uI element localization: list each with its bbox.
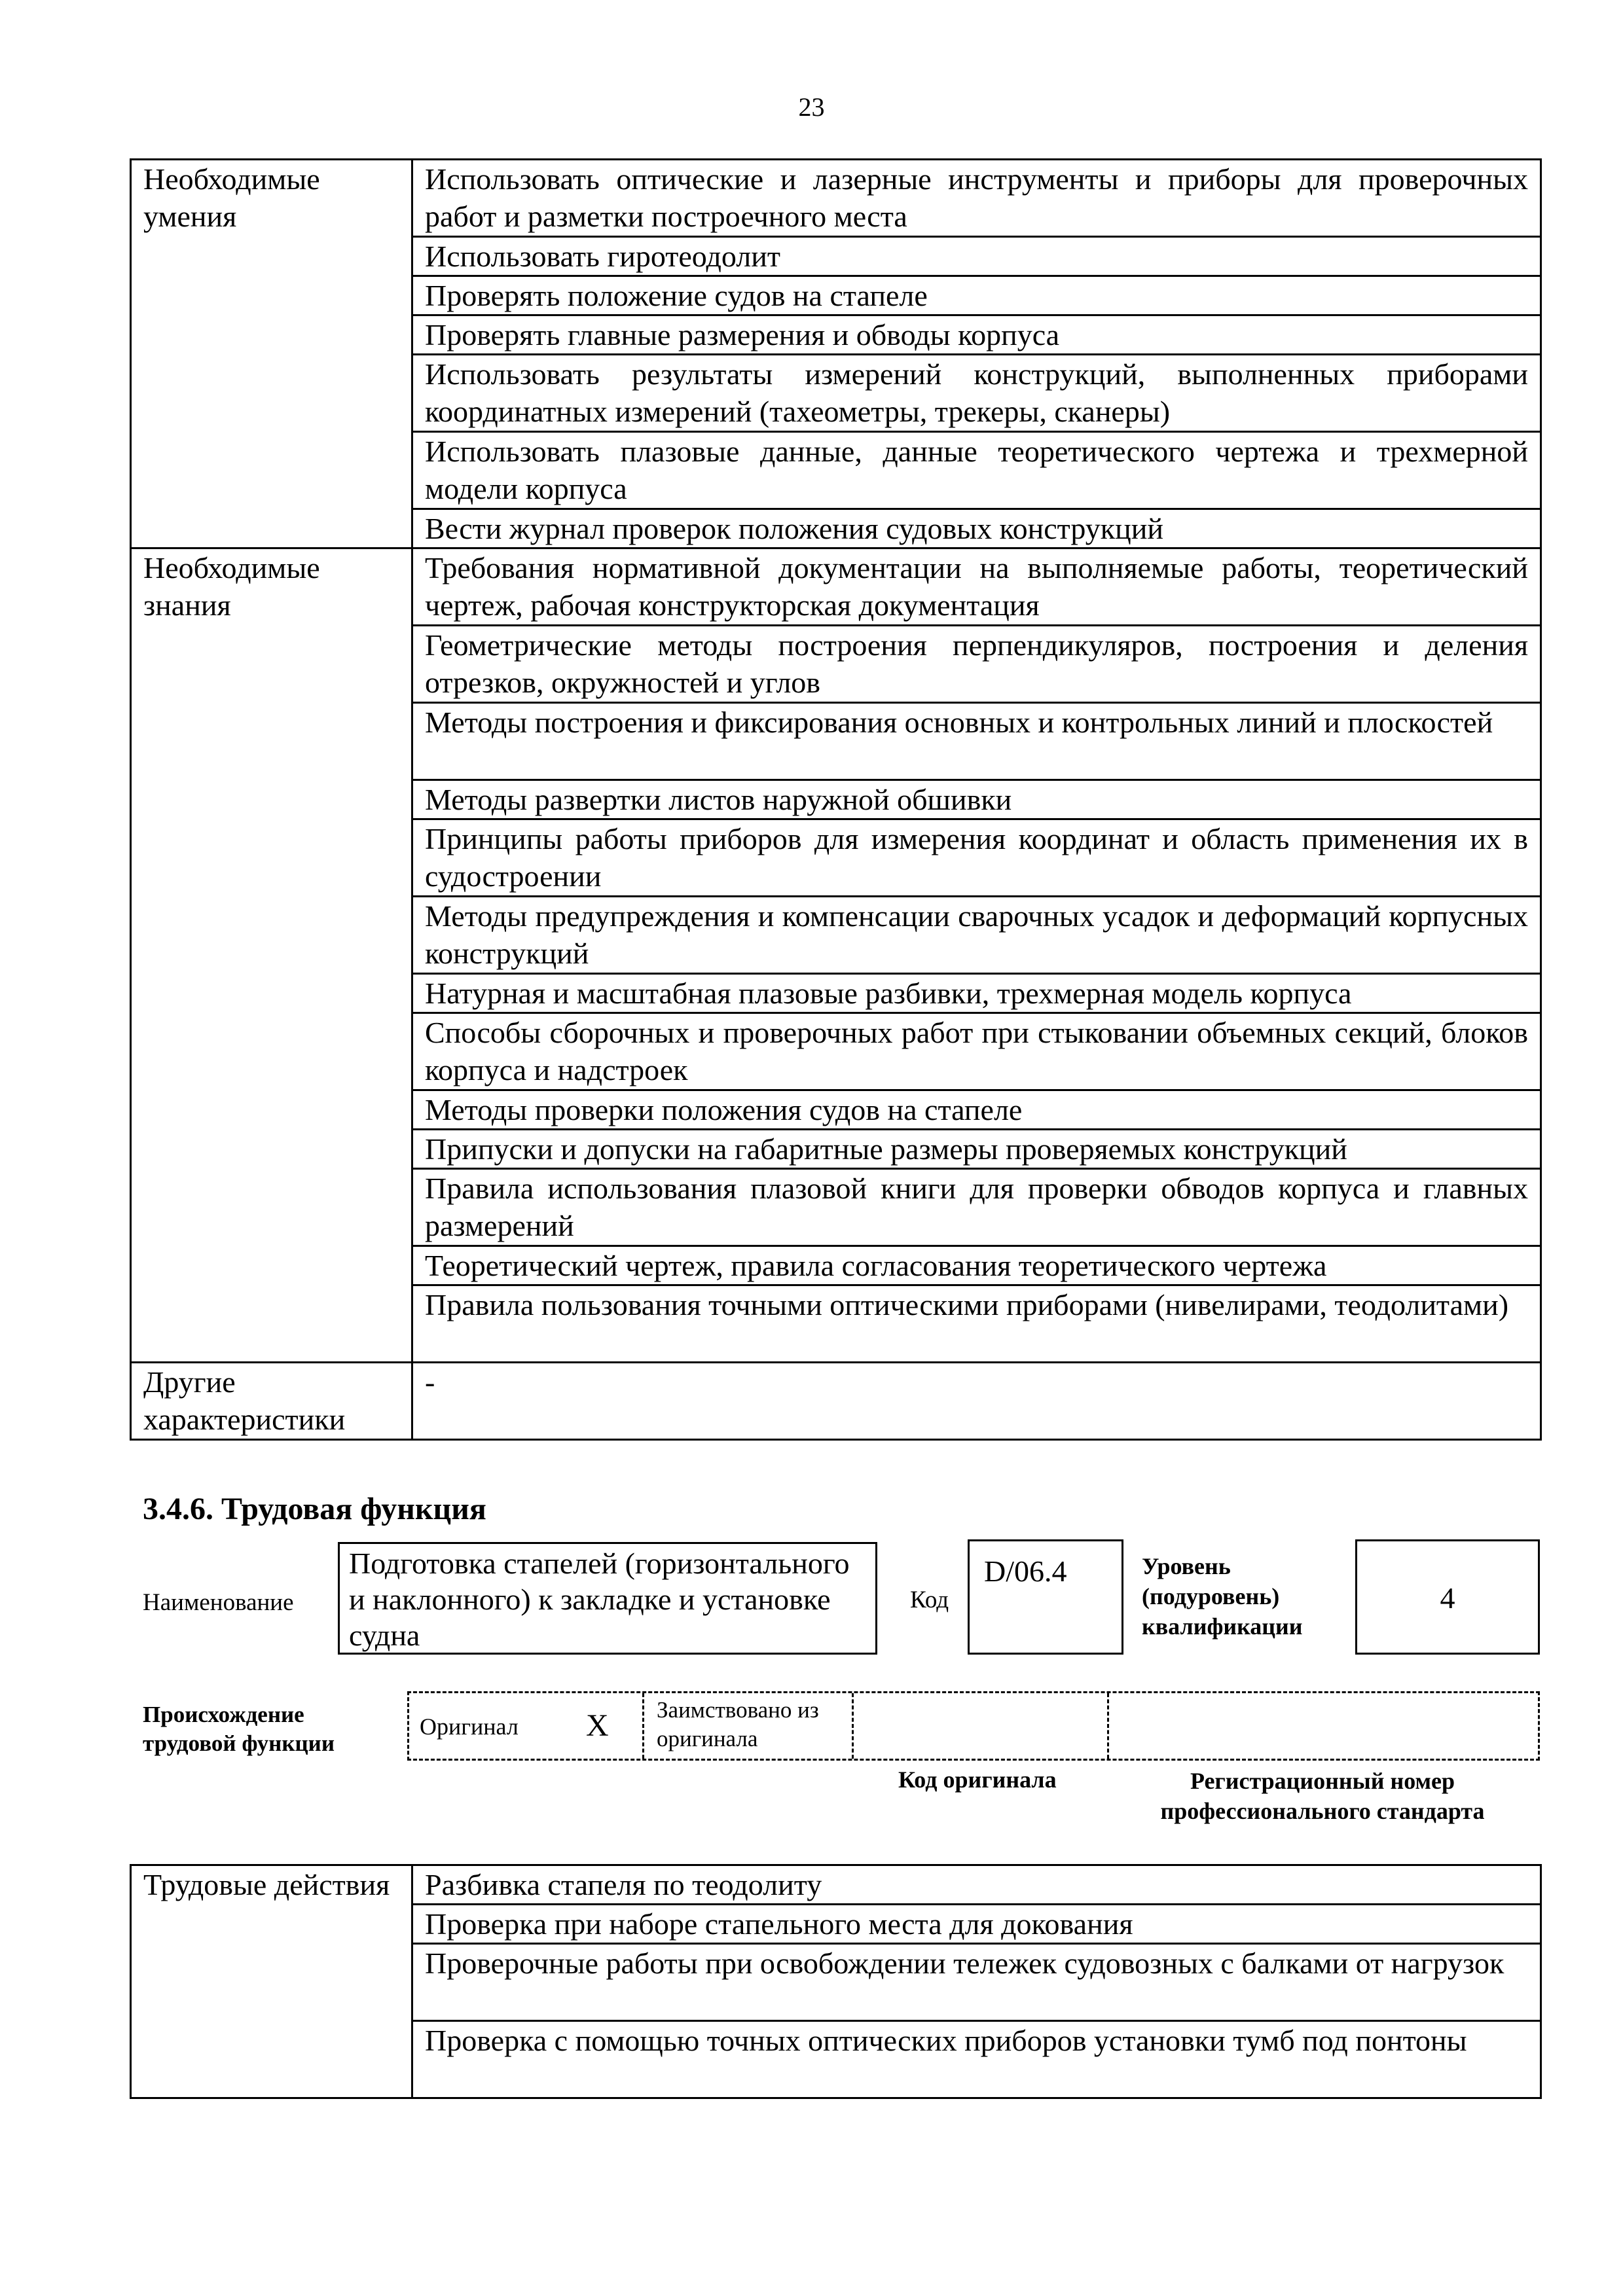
knowledge-item: Способы сборочных и проверочных работ при стыковании объемных секций, блоков корпуса и надстроек: [412, 1013, 1541, 1090]
page-number: 23: [798, 92, 825, 122]
knowledge-item: Припуски и допуски на габаритные размеры проверяемых конструкций: [412, 1130, 1541, 1169]
original-label: Оригинал: [420, 1713, 519, 1740]
code-original-caption: Код оригинала: [898, 1767, 1057, 1793]
other-characteristics-label: Другие характеристики: [131, 1363, 412, 1440]
skill-item: Проверять главные размерения и обводы корпуса: [412, 315, 1541, 355]
origin-label: Происхождение трудовой функции: [143, 1702, 335, 1756]
knowledge-item: Правила пользования точными оптическими приборами (нивелирами, теодолитами): [412, 1285, 1541, 1363]
action-item: Проверка при наборе стапельного места для докования: [412, 1905, 1541, 1944]
knowledge-item: Методы развертки листов наружной обшивки: [412, 780, 1541, 819]
knowledge-item: Натурная и масштабная плазовые разбивки, трехмерная модель корпуса: [412, 974, 1541, 1013]
knowledge-item: Теоретический чертеж, правила согласования теоретического чертежа: [412, 1246, 1541, 1285]
skill-item: Использовать гиротеодолит: [412, 237, 1541, 276]
actions-table: [130, 1864, 1542, 2099]
origin-box: [407, 1691, 1540, 1761]
section-heading: 3.4.6. Трудовая функция: [143, 1492, 486, 1526]
skill-item: Проверять положение судов на стапеле: [412, 276, 1541, 315]
skill-item: Вести журнал проверок положения судовых конструкций: [412, 509, 1541, 548]
knowledge-item: Принципы работы приборов для измерения координат и область применения их в судостроении: [412, 819, 1541, 897]
borrowed-label: Заимствовано из оригинала: [657, 1697, 819, 1751]
knowledge-item: Методы построения и фиксирования основных и контрольных линий и плоскостей: [412, 703, 1541, 780]
code-box: D/06.4: [968, 1539, 1123, 1655]
name-label: Наименование: [143, 1589, 294, 1616]
skill-item: Использовать оптические и лазерные инструменты и приборы для проверочных работ и разметки построечного места: [412, 160, 1541, 237]
action-item: Проверочные работы при освобождении тележек судовозных с балками от нагрузок: [412, 1944, 1541, 2021]
actions-label: Трудовые действия: [131, 1865, 412, 2098]
reg-number-caption: Регистрационный номер профессионального стандарта: [1160, 1768, 1485, 1824]
level-box: 4: [1355, 1539, 1540, 1655]
knowledge-label: Необходимые знания: [131, 548, 412, 1363]
level-label: Уровень (подуровень) квалификации: [1142, 1553, 1303, 1640]
requirements-table: [130, 158, 1542, 1441]
other-characteristics-value: -: [412, 1363, 1541, 1440]
knowledge-item: Геометрические методы построения перпендикуляров, построения и деления отрезков, окружностей и углов: [412, 626, 1541, 703]
skill-item: Использовать результаты измерений конструкций, выполненных приборами координатных измерений (тахеометры, трекеры, сканеры): [412, 355, 1541, 432]
action-item: Разбивка стапеля по теодолиту: [412, 1865, 1541, 1905]
knowledge-item: Методы проверки положения судов на стапеле: [412, 1090, 1541, 1130]
function-name-box: Подготовка стапелей (горизонтального и наклонного) к закладке и установке судна: [338, 1542, 877, 1655]
original-mark: X: [586, 1708, 609, 1743]
knowledge-item: Требования нормативной документации на выполняемые работы, теоретический чертеж, рабочая конструкторская документация: [412, 548, 1541, 626]
skills-label: Необходимые умения: [131, 160, 412, 548]
skill-item: Использовать плазовые данные, данные теоретического чертежа и трехмерной модели корпуса: [412, 432, 1541, 509]
action-item: Проверка с помощью точных оптических приборов установки тумб под понтоны: [412, 2021, 1541, 2098]
code-label: Код: [910, 1587, 949, 1613]
knowledge-item: Правила использования плазовой книги для проверки обводов корпуса и главных размерений: [412, 1169, 1541, 1246]
knowledge-item: Методы предупреждения и компенсации сварочных усадок и деформаций корпусных конструкций: [412, 897, 1541, 974]
